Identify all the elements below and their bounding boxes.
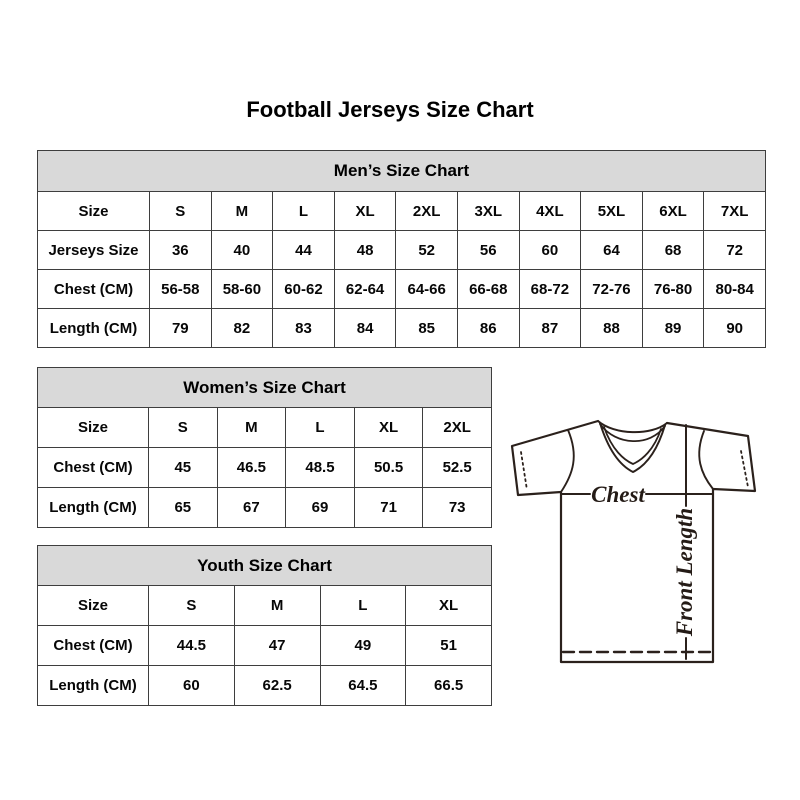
value-cell: 45	[149, 448, 218, 488]
row-label-cell: Length (CM)	[38, 666, 149, 706]
row-label-cell: Size	[38, 408, 149, 448]
row-label-cell: Length (CM)	[38, 309, 150, 348]
value-cell: 66.5	[406, 666, 492, 706]
value-cell: 85	[396, 309, 458, 348]
column-header-cell: S	[149, 586, 235, 626]
row-label-cell: Chest (CM)	[38, 270, 150, 309]
value-cell: 60	[149, 666, 235, 706]
mens-size-table	[37, 150, 766, 348]
value-cell: 46.5	[217, 448, 286, 488]
row-label-cell: Size	[38, 586, 149, 626]
value-cell: 44	[273, 231, 335, 270]
table-row	[38, 666, 492, 706]
womens-table-title-row	[38, 368, 492, 408]
value-cell: 72-76	[581, 270, 643, 309]
column-header-cell: M	[234, 586, 320, 626]
value-cell: 47	[234, 626, 320, 666]
column-header-cell: L	[320, 586, 406, 626]
column-header-cell: L	[273, 192, 335, 231]
value-cell: 36	[150, 231, 212, 270]
value-cell: 52	[396, 231, 458, 270]
column-header-cell: XL	[334, 192, 396, 231]
value-cell: 60	[519, 231, 581, 270]
table-title: Women’s Size Chart	[38, 368, 492, 408]
value-cell: 65	[149, 488, 218, 528]
column-header-cell: 4XL	[519, 192, 581, 231]
right-cuff-stitch	[741, 451, 748, 487]
value-cell: 79	[150, 309, 212, 348]
column-header-cell: 7XL	[704, 192, 766, 231]
mens-table-title-row	[38, 151, 766, 192]
table-row	[38, 488, 492, 528]
value-cell: 64.5	[320, 666, 406, 706]
column-header-cell: 3XL	[457, 192, 519, 231]
value-cell: 80-84	[704, 270, 766, 309]
table-title: Youth Size Chart	[38, 546, 492, 586]
value-cell: 88	[581, 309, 643, 348]
column-header-cell: M	[211, 192, 273, 231]
column-header-cell: XL	[354, 408, 423, 448]
column-header-cell: XL	[406, 586, 492, 626]
value-cell: 89	[642, 309, 704, 348]
value-cell: 73	[423, 488, 492, 528]
column-header-cell: M	[217, 408, 286, 448]
jersey-outline	[512, 421, 755, 662]
right-sleeve-seam	[699, 431, 713, 489]
value-cell: 58-60	[211, 270, 273, 309]
value-cell: 66-68	[457, 270, 519, 309]
table-row	[38, 448, 492, 488]
column-header-cell: 2XL	[396, 192, 458, 231]
row-label-cell: Chest (CM)	[38, 448, 149, 488]
value-cell: 60-62	[273, 270, 335, 309]
value-cell: 56	[457, 231, 519, 270]
left-cuff-stitch	[521, 452, 527, 490]
value-cell: 68	[642, 231, 704, 270]
column-header-cell: 6XL	[642, 192, 704, 231]
value-cell: 52.5	[423, 448, 492, 488]
value-cell: 69	[286, 488, 355, 528]
value-cell: 86	[457, 309, 519, 348]
youth-size-table	[37, 545, 492, 706]
value-cell: 50.5	[354, 448, 423, 488]
value-cell: 72	[704, 231, 766, 270]
row-label-cell: Jerseys Size	[38, 231, 150, 270]
value-cell: 62-64	[334, 270, 396, 309]
value-cell: 44.5	[149, 626, 235, 666]
value-cell: 76-80	[642, 270, 704, 309]
column-header-cell: S	[149, 408, 218, 448]
chest-label: Chest	[591, 482, 645, 507]
value-cell: 84	[334, 309, 396, 348]
value-cell: 51	[406, 626, 492, 666]
column-header-cell: L	[286, 408, 355, 448]
value-cell: 64-66	[396, 270, 458, 309]
table-row	[38, 408, 492, 448]
left-sleeve-seam	[561, 430, 574, 492]
column-header-cell: 2XL	[423, 408, 492, 448]
value-cell: 90	[704, 309, 766, 348]
value-cell: 48.5	[286, 448, 355, 488]
value-cell: 62.5	[234, 666, 320, 706]
value-cell: 83	[273, 309, 335, 348]
table-row	[38, 586, 492, 626]
table-row	[38, 231, 766, 270]
value-cell: 40	[211, 231, 273, 270]
jersey-measurement-diagram	[495, 405, 770, 675]
table-row	[38, 309, 766, 348]
table-row	[38, 192, 766, 231]
table-title: Men’s Size Chart	[38, 151, 766, 192]
column-header-cell: S	[150, 192, 212, 231]
column-header-cell: 5XL	[581, 192, 643, 231]
value-cell: 68-72	[519, 270, 581, 309]
row-label-cell: Chest (CM)	[38, 626, 149, 666]
collar-top-arc	[598, 421, 667, 432]
value-cell: 64	[581, 231, 643, 270]
front-length-label: Front Length	[672, 507, 697, 637]
row-label-cell: Size	[38, 192, 150, 231]
womens-size-table	[37, 367, 492, 528]
value-cell: 49	[320, 626, 406, 666]
youth-table-title-row	[38, 546, 492, 586]
page-title: Football Jerseys Size Chart	[246, 97, 534, 122]
row-label-cell: Length (CM)	[38, 488, 149, 528]
value-cell: 56-58	[150, 270, 212, 309]
value-cell: 87	[519, 309, 581, 348]
value-cell: 71	[354, 488, 423, 528]
table-row	[38, 270, 766, 309]
table-row	[38, 626, 492, 666]
value-cell: 48	[334, 231, 396, 270]
value-cell: 67	[217, 488, 286, 528]
value-cell: 82	[211, 309, 273, 348]
